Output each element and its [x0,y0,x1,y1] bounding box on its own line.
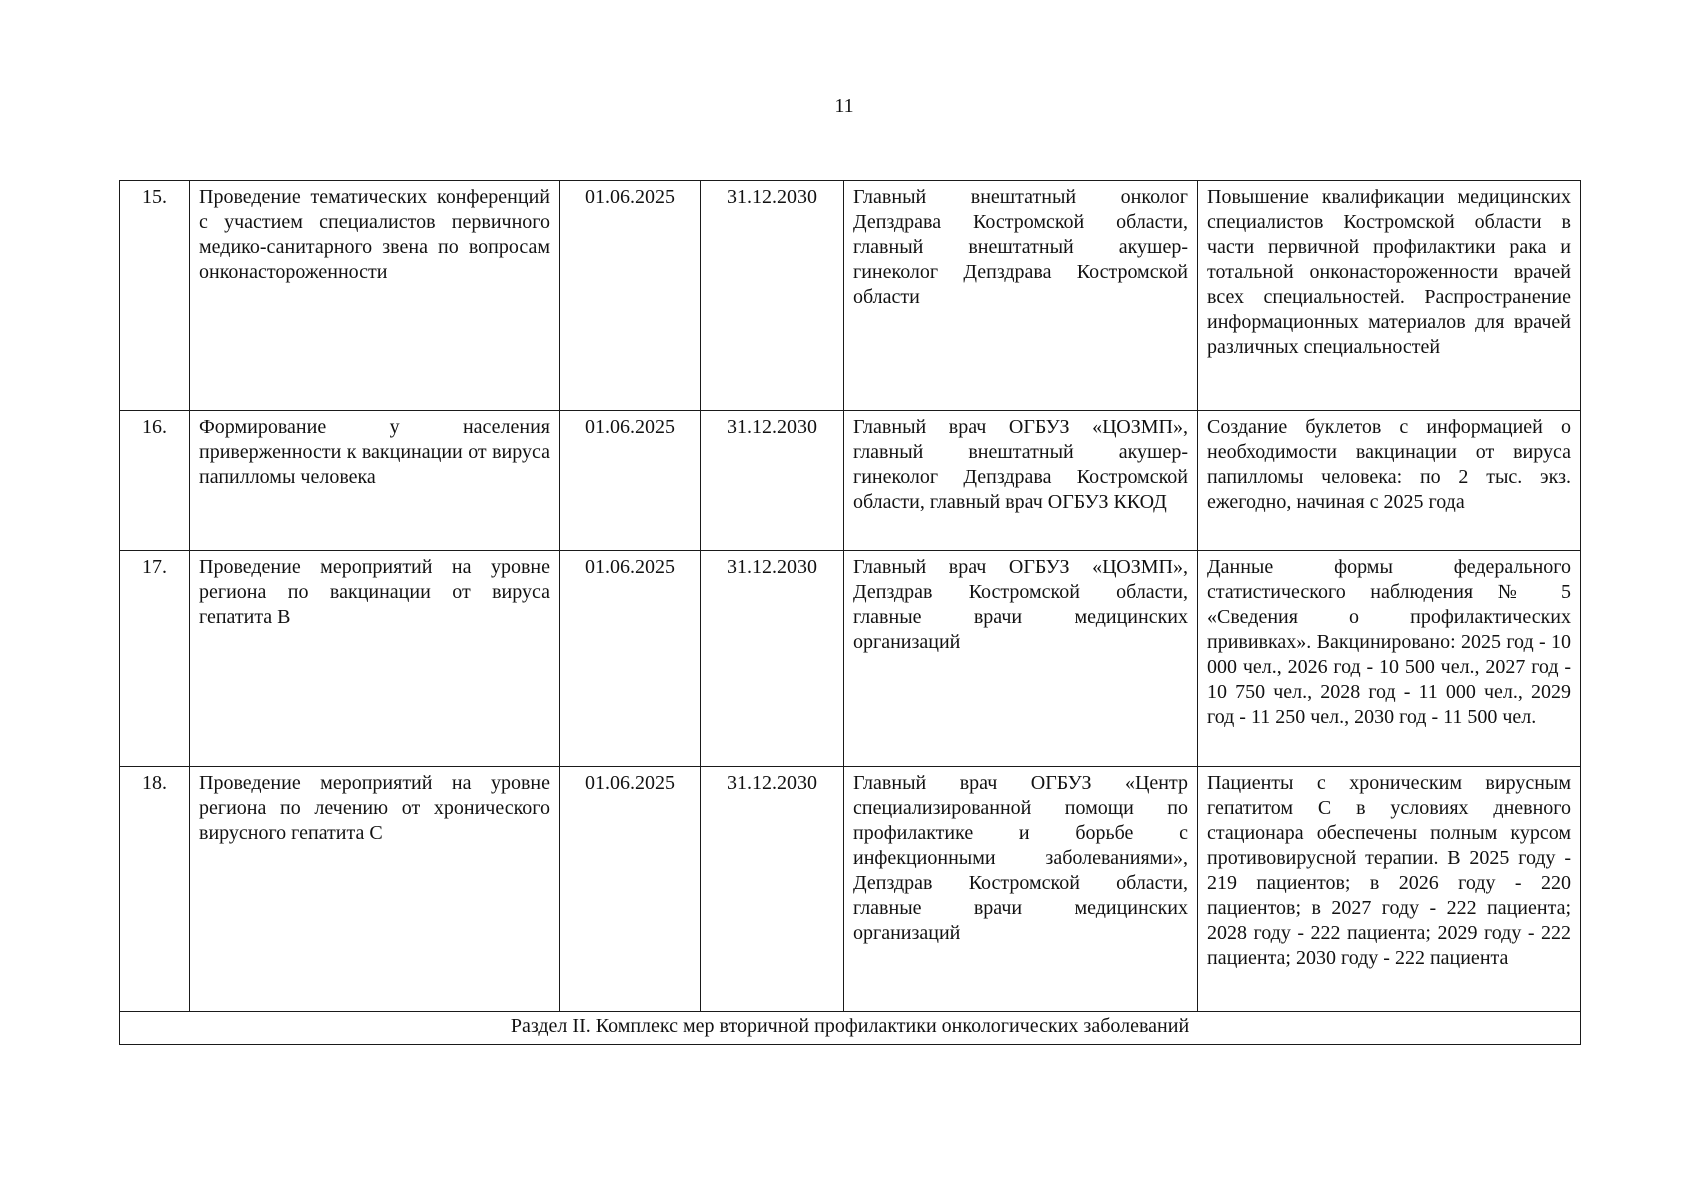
end-date-cell: 31.12.2030 [701,767,844,1012]
start-date-cell: 01.06.2025 [560,181,701,411]
result-cell: Создание буклетов с информацией о необходимости вакцинации от вируса папилломы человека: по 2 тыс. экз. ежегодно, начиная с 2025 года [1198,411,1581,551]
end-date-cell: 31.12.2030 [701,181,844,411]
start-date-cell: 01.06.2025 [560,411,701,551]
responsible-cell: Главный внештатный онколог Депздрава Костромской области, главный внештатный акушер-гинеколог Депздрава Костромской области [844,181,1198,411]
activity-cell: Проведение мероприятий на уровне региона по лечению от хронического вирусного гепатита С [190,767,560,1012]
row-number: 17. [120,551,190,767]
section-row [120,1012,1581,1045]
result-cell: Повышение квалификации медицинских специалистов Костромской области в части первичной профилактики рака и тотальной онконастороженности врачей всех специальностей. Распространение информационных материалов для врачей различных специальностей [1198,181,1581,411]
end-date-cell: 31.12.2030 [701,551,844,767]
row-number: 18. [120,767,190,1012]
start-date-cell: 01.06.2025 [560,551,701,767]
page-number: 11 [834,95,854,117]
section-title: Раздел II. Комплекс мер вторичной профилактики онкологических заболеваний [120,1012,1581,1045]
table-row [120,551,1581,767]
end-date-cell: 31.12.2030 [701,411,844,551]
activities-table [119,180,1581,1045]
row-number: 15. [120,181,190,411]
result-cell: Данные формы федерального статистического наблюдения № 5 «Сведения о профилактических прививках». Вакцинировано: 2025 год - 10 000 чел., 2026 год - 10 500 чел., 2027 год - 10 750 чел., 2028 год - 11 000 чел., 2029 год - 11 250 чел., 2030 год - 11 500 чел. [1198,551,1581,767]
responsible-cell: Главный врач ОГБУЗ «Центр специализированной помощи по профилактике и борьбе с инфекционными заболеваниями», Депздрав Костромской области, главные врачи медицинских организаций [844,767,1198,1012]
result-cell: Пациенты с хроническим вирусным гепатитом С в условиях дневного стационара обеспечены полным курсом противовирусной терапии. В 2025 году - 219 пациентов; в 2026 году - 220 пациентов; в 2027 году - 222 пациента; 2028 году - 222 пациента; 2029 году - 222 пациента; 2030 году - 222 пациента [1198,767,1581,1012]
responsible-cell: Главный врач ОГБУЗ «ЦОЗМП», главный внештатный акушер-гинеколог Депздрава Костромской области, главный врач ОГБУЗ ККОД [844,411,1198,551]
start-date-cell: 01.06.2025 [560,767,701,1012]
responsible-cell: Главный врач ОГБУЗ «ЦОЗМП», Депздрав Костромской области, главные врачи медицинских организаций [844,551,1198,767]
activity-cell: Проведение тематических конференций с участием специалистов первичного медико-санитарного звена по вопросам онконастороженности [190,181,560,411]
table-row [120,181,1581,411]
table-row [120,411,1581,551]
table-row [120,767,1581,1012]
row-number: 16. [120,411,190,551]
activity-cell: Проведение мероприятий на уровне региона по вакцинации от вируса гепатита В [190,551,560,767]
activity-cell: Формирование у населения приверженности к вакцинации от вируса папилломы человека [190,411,560,551]
